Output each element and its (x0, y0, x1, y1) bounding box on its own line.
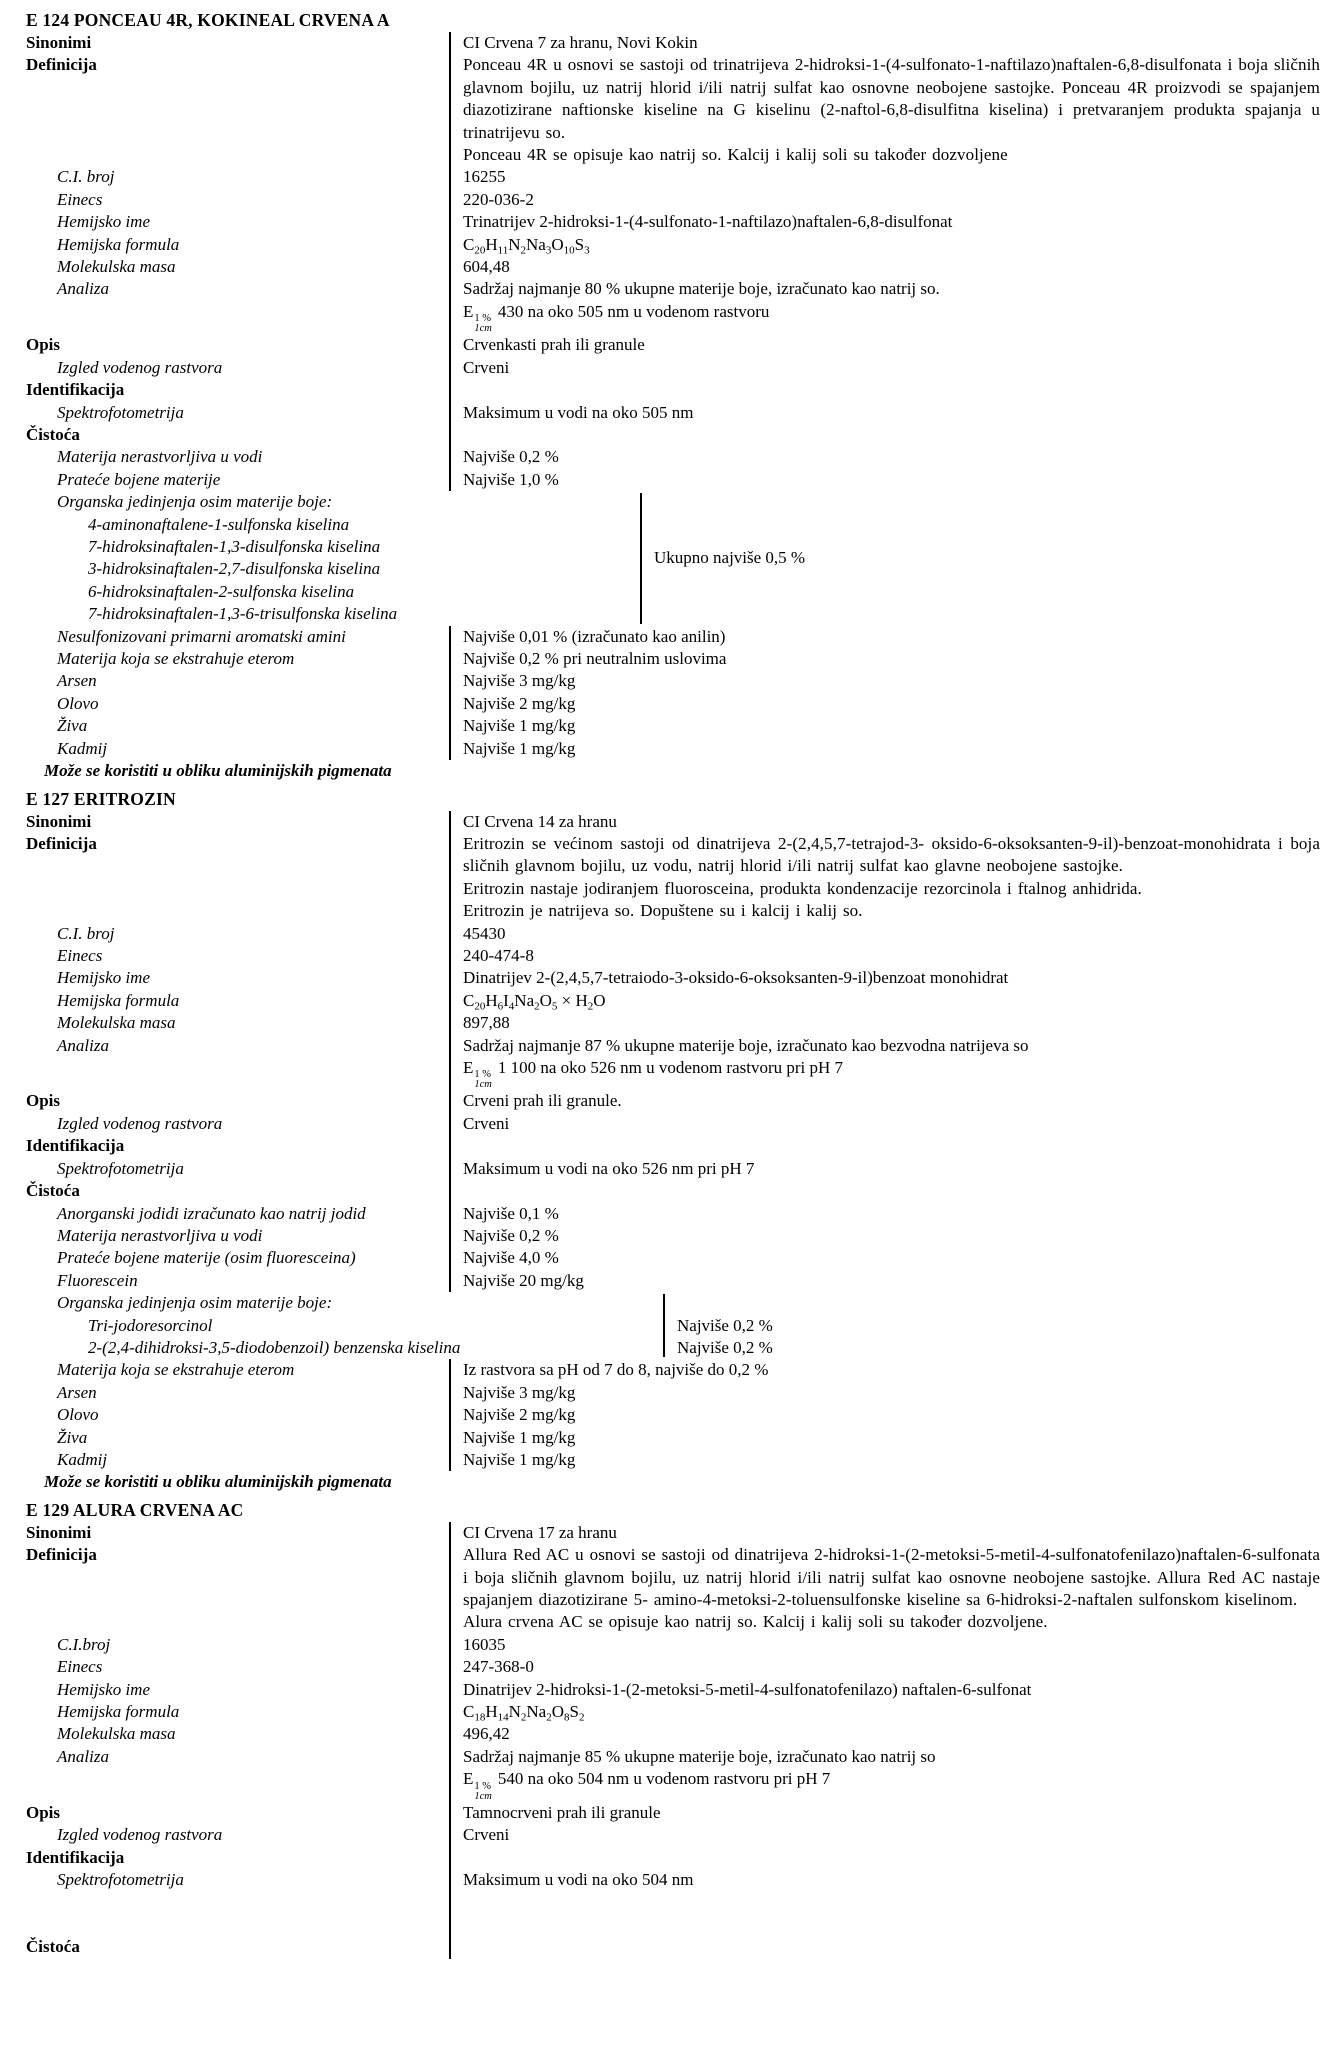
organic-item-value: Najviše 0,2 % (677, 1315, 773, 1335)
property-value: Crvenkasti prah ili granule (449, 334, 1322, 356)
spec-row (26, 626, 1322, 648)
enotation-symbol: E (463, 1057, 474, 1077)
property-label: Einecs (57, 1657, 103, 1677)
section-title: E 124 PONCEAU 4R, KOKINEAL CRVENA A (26, 10, 390, 30)
spec-row (26, 811, 1322, 833)
property-value (449, 1768, 1322, 1802)
spec-row (26, 1012, 1322, 1034)
definition-paragraph: Ponceau 4R se opisuje kao natrij so. Kalcij i kalij soli su također dozvoljene (463, 145, 1008, 165)
spec-row (26, 1427, 1322, 1449)
spec-row (26, 1936, 1322, 1958)
enotation-sup: 1 % (474, 1069, 492, 1081)
property-value (449, 54, 1322, 166)
property-value: Maksimum u vodi na oko 504 nm (449, 1869, 1322, 1891)
spec-row (26, 945, 1322, 967)
spec-row (26, 54, 1322, 166)
property-label: Definicija (26, 833, 97, 853)
spec-row (26, 278, 1322, 300)
property-label: Materija koja se ekstrahuje eterom (57, 1360, 295, 1380)
spec-row (26, 715, 1322, 737)
property-label: Anorganski jodidi izračunato kao natrij jodid (57, 1203, 366, 1223)
spec-row (26, 1679, 1322, 1701)
spec-row (26, 1768, 1322, 1802)
property-value: 496,42 (449, 1723, 1322, 1745)
property-value: Trinatrijev 2-hidroksi-1-(4-sulfonato-1-naftilazo)naftalen-6,8-disulfonat (449, 211, 1322, 233)
property-label: Prateće bojene materije (57, 469, 221, 489)
group-brace-line (663, 1294, 665, 1357)
property-value (449, 301, 1322, 335)
enotation-stack (474, 1070, 492, 1090)
property-value: Dinatrijev 2-hidroksi-1-(2-metoksi-5-metil-4-sulfonatofenilazo) naftalen-6-sulfonat (449, 1679, 1322, 1701)
enotation-sub: 1cm (474, 1790, 492, 1802)
group-brace-line (640, 493, 642, 623)
spec-row (26, 1247, 1322, 1269)
property-label: Analiza (57, 1035, 109, 1055)
property-label: Analiza (57, 279, 109, 299)
property-label: Einecs (57, 189, 103, 209)
property-value: Najviše 0,2 % pri neutralnim uslovima (449, 648, 1322, 670)
spec-row (26, 1404, 1322, 1426)
organic-item: 2-(2,4-dihidroksi-3,5-diodobenzoil) benzenska kiselina (88, 1337, 461, 1357)
spec-row (26, 334, 1322, 356)
property-label: Hemijsko ime (57, 212, 151, 232)
property-label: Živa (57, 1427, 88, 1447)
property-value (449, 1057, 1322, 1091)
spec-row (26, 1746, 1322, 1768)
section-blocks (26, 32, 1322, 783)
property-value (449, 424, 1322, 446)
spec-row (26, 211, 1322, 233)
usage-note: Može se koristiti u obliku aluminijskih pigmenata (44, 761, 392, 781)
spec-row (26, 1180, 1322, 1202)
property-value: CI Crvena 7 za hranu, Novi Kokin (449, 32, 1322, 54)
property-value (449, 1847, 1322, 1869)
enotation (463, 1057, 844, 1091)
property-label: Hemijsko ime (57, 968, 151, 988)
property-value: Crveni (449, 357, 1322, 379)
property-label: Kadmij (57, 1449, 108, 1469)
property-value: Maksimum u vodi na oko 505 nm (449, 402, 1322, 424)
spec-row (26, 1158, 1322, 1180)
section (26, 787, 1322, 1494)
definition-paragraph: Eritrozin je natrijeva so. Dopuštene su i kalcij i kalij so. (463, 901, 863, 921)
organic-item: 4-aminonaftalene-1-sulfonska kiselina (88, 514, 350, 534)
property-label: Fluorescein (57, 1270, 138, 1290)
spec-row (26, 1113, 1322, 1135)
property-label: Nesulfonizovani primarni aromatski amini (57, 626, 346, 646)
property-value: Sadržaj najmanje 80 % ukupne materije boje, izračunato kao natrij so. (449, 278, 1322, 300)
organic-item: 7-hidroksinaftalen-1,3-disulfonska kiselina (88, 537, 381, 557)
enotation (463, 1769, 831, 1802)
organic-item-value: Najviše 0,2 % (677, 1337, 773, 1357)
definition-paragraph: Alura crvena AC se opisuje kao natrij so. Kalcij i kalij soli su također dozvoljene. (463, 1612, 1048, 1632)
spec-row (26, 189, 1322, 211)
property-label: Kadmij (57, 738, 108, 758)
spec-row (26, 1449, 1322, 1471)
spec-row (26, 1057, 1322, 1091)
property-value (449, 1891, 1322, 1913)
spec-row (26, 446, 1322, 468)
organic-item: 7-hidroksinaftalen-1,3-6-trisulfonska kiselina (88, 604, 398, 624)
property-value: Najviše 4,0 % (449, 1247, 1322, 1269)
property-value: Najviše 0,1 % (449, 1203, 1322, 1225)
property-value: Najviše 0,2 % (449, 1225, 1322, 1247)
spec-row (26, 166, 1322, 188)
spec-row (26, 1847, 1322, 1869)
section (26, 1498, 1322, 1959)
property-label: Hemijska formula (57, 234, 180, 254)
property-label: Identifikacija (26, 1847, 125, 1867)
group-total-note: Ukupno najviše 0,5 % (654, 548, 806, 568)
section (26, 8, 1322, 783)
property-label: Živa (57, 716, 88, 736)
property-label (26, 1914, 449, 1936)
property-label: Analiza (57, 1746, 109, 1766)
organic-item-row (26, 1315, 1322, 1337)
spec-row (26, 1802, 1322, 1824)
enotation-stack (474, 1782, 492, 1802)
spec-row (26, 469, 1322, 491)
property-value: 247-368-0 (449, 1656, 1322, 1678)
property-value: Najviše 1 mg/kg (449, 738, 1322, 760)
property-value: CI Crvena 17 za hranu (449, 1522, 1322, 1544)
property-label: C.I. broj (57, 167, 115, 187)
section-blocks (26, 811, 1322, 1494)
property-label: Materija nerastvorljiva u vodi (57, 447, 263, 467)
spec-row (26, 1203, 1322, 1225)
organic-items (26, 514, 1322, 626)
property-value: Sadržaj najmanje 87 % ukupne materije boje, izračunato kao bezvodna natrijeva so (449, 1035, 1322, 1057)
property-label: Spektrofotometrija (57, 1869, 184, 1889)
property-value: Dinatrijev 2-(2,4,5,7-tetraiodo-3-oksido-6-oksoksanten-9-il)benzoat monohidrat (449, 967, 1322, 989)
property-value: Najviše 2 mg/kg (449, 693, 1322, 715)
spec-row (26, 1035, 1322, 1057)
property-label: Arsen (57, 671, 97, 691)
section-title: E 127 ERITROZIN (26, 788, 176, 809)
property-label: Molekulska masa (57, 1724, 176, 1744)
property-label: C.I. broj (57, 923, 115, 943)
property-label (26, 1057, 449, 1091)
spec-row (26, 738, 1322, 760)
organic-items (26, 1315, 1322, 1360)
spec-row (26, 1701, 1322, 1723)
spec-row (26, 234, 1322, 256)
property-label: Materija nerastvorljiva u vodi (57, 1225, 263, 1245)
definition-paragraph: Ponceau 4R u osnovi se sastoji od trinatrijeva 2-hidroksi-1-(4-sulfonato-1-naftilazo)naftalen-6,8-disulfonata i boja sličnih glavnom bojilu, uz natrij hlorid i/ili natrij sulfat kao osnovne neobojene sastojke. Ponceau 4R proizvodi se spajanjem diazotizirane naftionske kiseline na G kiselinu (2-naftol-6,8-disulfitna kiselina) i pretvaranjem produkta spajanja u trinatrijevu so. (463, 55, 1320, 142)
spec-row (26, 1634, 1322, 1656)
spec-row (26, 424, 1322, 446)
enotation-sub: 1cm (474, 1079, 492, 1091)
spec-row (26, 648, 1322, 670)
spec-row (26, 1382, 1322, 1404)
property-label: Izgled vodenog rastvora (57, 1825, 223, 1845)
property-label: Opis (26, 1091, 61, 1111)
spec-row (26, 1656, 1322, 1678)
spec-row (26, 1270, 1322, 1292)
spec-row (26, 1544, 1322, 1634)
spec-row (26, 357, 1322, 379)
property-value: 604,48 (449, 256, 1322, 278)
property-label: Arsen (57, 1382, 97, 1402)
property-value: Maksimum u vodi na oko 526 nm pri pH 7 (449, 1158, 1322, 1180)
property-label: Identifikacija (26, 380, 125, 400)
property-value: Tamnocrveni prah ili granule (449, 1802, 1322, 1824)
spec-row (26, 1522, 1322, 1544)
organic-group (26, 491, 1322, 625)
property-value (449, 379, 1322, 401)
enotation (463, 301, 770, 335)
property-label: Čistoća (26, 1937, 80, 1957)
property-value: Najviše 1 mg/kg (449, 1449, 1322, 1471)
property-value: Najviše 3 mg/kg (449, 670, 1322, 692)
property-label: Molekulska masa (57, 257, 176, 277)
property-label: C.I.broj (57, 1634, 111, 1654)
property-value (449, 1544, 1322, 1634)
property-value (449, 1936, 1322, 1958)
spec-row (26, 990, 1322, 1012)
spec-row (26, 670, 1322, 692)
property-label: Identifikacija (26, 1136, 125, 1156)
property-value (449, 833, 1322, 923)
property-label: Hemijsko ime (57, 1679, 151, 1699)
property-label: Sinonimi (26, 33, 92, 52)
property-value: $C_{20}H_{11}N_2Na_3O_{10}S_3$ (449, 234, 1322, 256)
enotation-symbol: E (463, 301, 474, 321)
property-value (449, 1914, 1322, 1936)
spec-row (26, 1225, 1322, 1247)
property-label: Hemijska formula (57, 990, 180, 1010)
property-label: Einecs (57, 945, 103, 965)
enotation-text: 1 100 na oko 526 nm u vodenom rastvoru pri pH 7 (497, 1057, 844, 1077)
enotation-sub: 1cm (474, 323, 492, 335)
property-value: $C_{20}H_6I_4Na_2O_5 \times H_2O$ (449, 990, 1322, 1012)
property-label (26, 301, 449, 335)
property-label: Izgled vodenog rastvora (57, 357, 223, 377)
organic-item: 6-hidroksinaftalen-2-sulfonska kiselina (88, 581, 355, 601)
organic-item: Tri-jodoresorcinol (88, 1315, 213, 1335)
property-label: Molekulska masa (57, 1013, 176, 1033)
spec-row (26, 1914, 1322, 1936)
property-value: Iz rastvora sa pH od 7 do 8, najviše do 0,2 % (449, 1359, 1322, 1381)
organic-group-header: Organska jedinjenja osim materije boje: (57, 492, 333, 512)
spec-row (26, 923, 1322, 945)
property-label: Definicija (26, 1545, 97, 1565)
property-label: Sinonimi (26, 811, 92, 831)
property-value: 897,88 (449, 1012, 1322, 1034)
property-label: Izgled vodenog rastvora (57, 1113, 223, 1133)
spec-row (26, 32, 1322, 54)
definition-paragraph: Eritrozin se većinom sastoji od dinatrijeva 2-(2,4,5,7-tetrajod-3- oksido-6-oksoksanten-9-il)-benzoat-monohidrata i boja sličnih glavnom bojilu, uz vodu, natrij hlorid i/ili natrij sulfat kao glavne neobojene sastojke. (463, 833, 1320, 876)
property-label: Hemijska formula (57, 1702, 180, 1722)
spec-row (26, 1135, 1322, 1157)
property-value: Najviše 1,0 % (449, 469, 1322, 491)
property-value: $C_{18}H_{14}N_2Na_2O_8S_2$ (449, 1701, 1322, 1723)
usage-note: Može se koristiti u obliku aluminijskih pigmenata (44, 1472, 392, 1492)
property-value: Najviše 0,01 % (izračunato kao anilin) (449, 626, 1322, 648)
property-value: Crveni prah ili granule. (449, 1090, 1322, 1112)
enotation-stack (474, 314, 492, 334)
spec-row (26, 1359, 1322, 1381)
property-value: Sadržaj najmanje 85 % ukupne materije boje, izračunato kao natrij so (449, 1746, 1322, 1768)
property-value (449, 1135, 1322, 1157)
property-label: Čistoća (26, 425, 80, 444)
property-value: Crveni (449, 1113, 1322, 1135)
property-value: 240-474-8 (449, 945, 1322, 967)
property-label: Olovo (57, 1405, 99, 1425)
property-label: Prateće bojene materije (osim fluoresceina) (57, 1248, 356, 1268)
property-value: 220-036-2 (449, 189, 1322, 211)
property-label (26, 1768, 449, 1802)
spec-row (26, 1723, 1322, 1745)
property-value: Najviše 1 mg/kg (449, 1427, 1322, 1449)
spec-row (26, 1891, 1322, 1913)
section-title: E 129 ALURA CRVENA AC (26, 1499, 244, 1520)
spec-row (26, 301, 1322, 335)
property-label: Spektrofotometrija (57, 402, 184, 422)
property-label: Sinonimi (26, 1522, 92, 1542)
spec-row (26, 833, 1322, 923)
spec-row (26, 379, 1322, 401)
enotation-sup: 1 % (474, 1780, 492, 1792)
definition-paragraph: Eritrozin nastaje jodiranjem fluorosceina, produkta kondenzacije rezorcinola i ftalnog anhidrida. (463, 878, 1142, 898)
property-label: Materija koja se ekstrahuje eterom (57, 649, 295, 669)
section-blocks (26, 1522, 1322, 1959)
property-label: Definicija (26, 55, 97, 75)
property-label (26, 1891, 449, 1913)
property-value: Crveni (449, 1824, 1322, 1846)
enotation-symbol: E (463, 1769, 474, 1789)
spec-row (26, 1824, 1322, 1846)
spec-row (26, 1869, 1322, 1891)
property-value: Najviše 0,2 % (449, 446, 1322, 468)
property-label: Olovo (57, 693, 99, 713)
organic-group-header: Organska jedinjenja osim materije boje: (57, 1293, 333, 1313)
spec-row (26, 1090, 1322, 1112)
spec-row (26, 402, 1322, 424)
spec-row (26, 256, 1322, 278)
enotation-text: 430 na oko 505 nm u vodenom rastvoru (497, 301, 770, 321)
property-value: 45430 (449, 923, 1322, 945)
property-label: Opis (26, 335, 61, 355)
property-value: Najviše 3 mg/kg (449, 1382, 1322, 1404)
organic-group (26, 1292, 1322, 1359)
organic-item-row (26, 1337, 1322, 1359)
property-label: Spektrofotometrija (57, 1158, 184, 1178)
spec-row (26, 967, 1322, 989)
property-value: CI Crvena 14 za hranu (449, 811, 1322, 833)
property-value: Najviše 1 mg/kg (449, 715, 1322, 737)
property-label: Opis (26, 1802, 61, 1822)
property-label: Čistoća (26, 1181, 80, 1201)
spec-row (26, 693, 1322, 715)
property-value: Najviše 2 mg/kg (449, 1404, 1322, 1426)
enotation-text: 540 na oko 504 nm u vodenom rastvoru pri pH 7 (497, 1769, 831, 1789)
property-value: Najviše 20 mg/kg (449, 1270, 1322, 1292)
organic-item: 3-hidroksinaftalen-2,7-disulfonska kiselina (88, 559, 381, 579)
property-value (449, 1180, 1322, 1202)
enotation-sup: 1 % (474, 313, 492, 325)
definition-paragraph: Allura Red AC u osnovi se sastoji od dinatrijeva 2-hidroksi-1-(2-metoksi-5-metil-4-sulfonatofenilazo)naftalen-6-sulfonata i boja sličnih glavnom bojilu, uz natrij hlorid i/ili natrij sulfat kao osnovne neobojene sastojke. Allura Red AC nastaje spajanjem diazotizirane 5- amino-4-metoksi-2-toluensulfonske kiseline sa 6-hidroksi-2-naftalen sulfonskom kiselinom. (463, 1545, 1320, 1609)
property-value: 16035 (449, 1634, 1322, 1656)
property-value: 16255 (449, 166, 1322, 188)
